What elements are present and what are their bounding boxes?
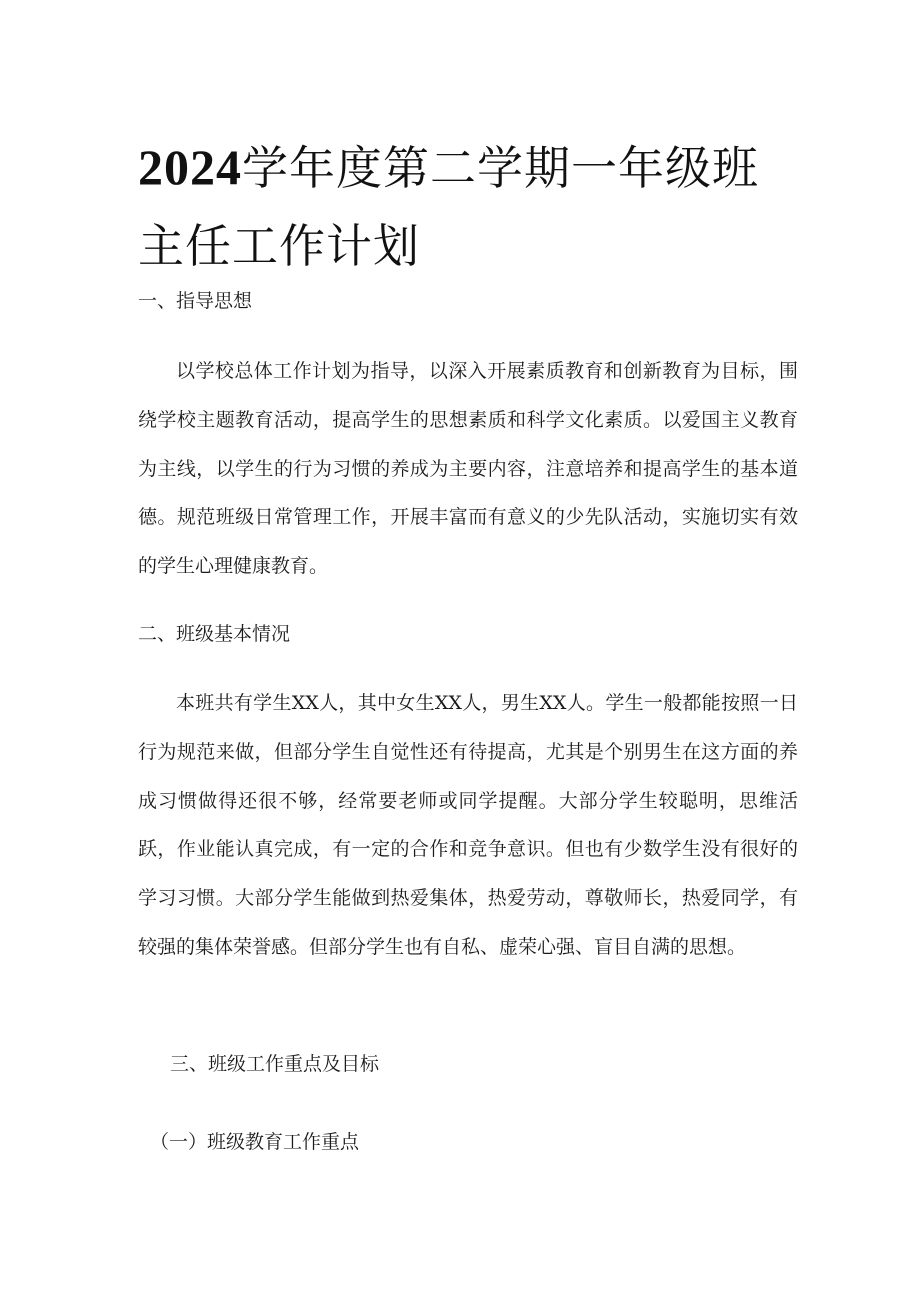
paragraph-guiding-ideology: 以学校总体工作计划为指导，以深入开展素质教育和创新教育为目标，围绕学校主题教育活动，提高学生的思想素质和科学文化素质。以爱国主义教育为主线，以学生的行为习惯的养成为主要内容，注意培养和提高学生的基本道德。规范班级日常管理工作，开展丰富而有意义的少先队活动，实施切实有效的学生心理健康教育。 [138,360,798,578]
title-text: 学年度第二学期一年级班主任工作计划 [138,141,759,273]
paragraph-class-situation: 本班共有学生XX人，其中女生XX人，男生XX人。学生一般都能按照一日行为规范来做，但部分学生自觉性还有待提高，尤其是个别男生在这方面的养成习惯做得还很不够，经常要老师或同学提醒。大部分学生较聪明，思维活跃，作业能认真完成，有一定的合作和竞争意识。但也有少数学生没有很好的学习习惯。大部分学生能做到热爱集体，热爱劳动，尊敬师长，热爱同学，有较强的集体荣誉感。但部分学生也有自私、虚荣心强、盲目自满的思想。 [138,692,798,958]
subsection-heading-education-focus: （一）班级教育工作重点 [150,1131,360,1153]
section-heading-work-focus: 三、班级工作重点及目标 [170,1053,380,1075]
section-heading-guiding-ideology: 一、指导思想 [138,290,253,312]
document-title [138,128,798,285]
title-year: 2024 [138,139,242,195]
section-heading-class-situation: 二、班级基本情况 [138,623,291,645]
